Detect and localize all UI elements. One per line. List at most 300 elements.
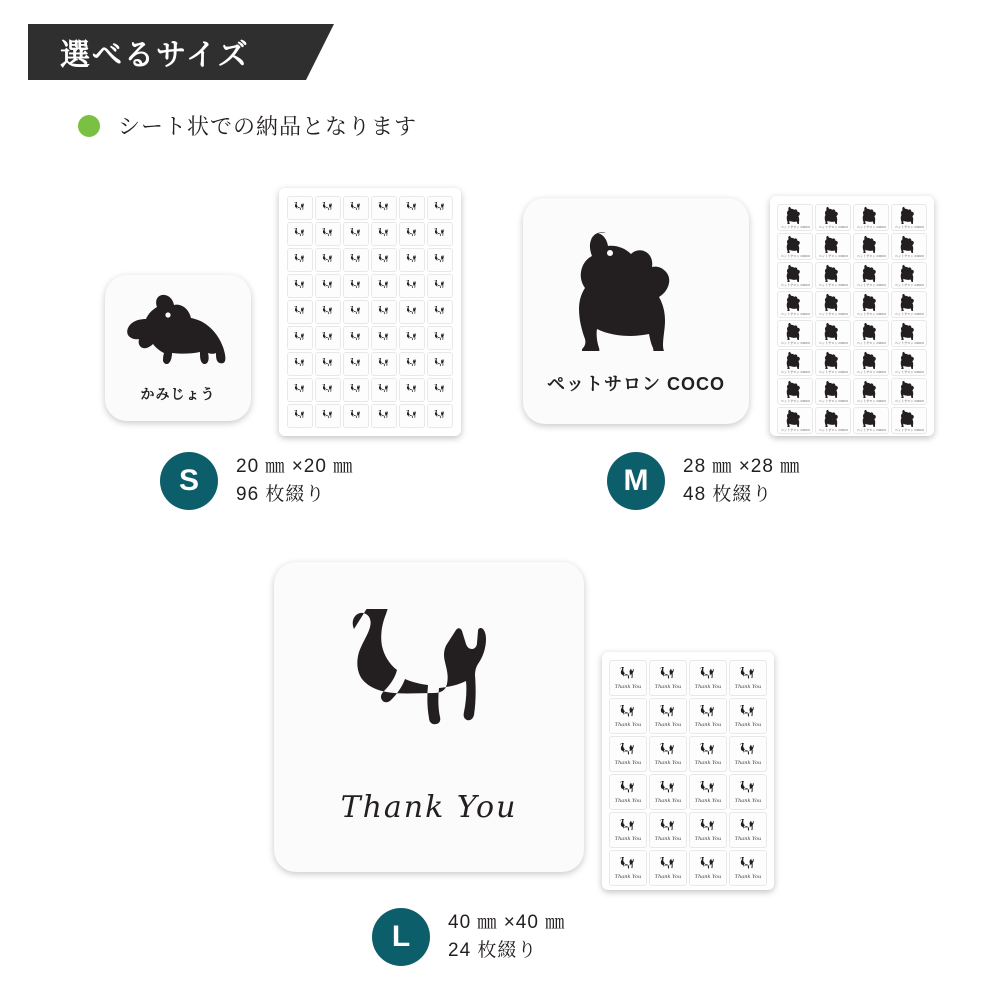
sticker-cell-label: Thank You [614, 683, 642, 690]
cat-silhouette-icon [404, 254, 420, 266]
cat-silhouette-icon [404, 228, 420, 240]
sticker-cell-label: ペットサロン COCO [856, 341, 886, 345]
delivery-note-text: シート状での納品となります [118, 114, 418, 139]
dog-schnauzer-icon [858, 380, 884, 398]
cat-silhouette-icon [404, 202, 420, 214]
sticker-cell [891, 291, 927, 318]
sticker-cell [371, 274, 397, 298]
sticker-cell [777, 320, 813, 347]
sticker-cell-label: ペットサロン COCO [780, 225, 810, 229]
cat-walking-icon [737, 743, 759, 760]
sticker-cell-label: ペットサロン COCO [780, 428, 810, 432]
sticker-cell [287, 378, 313, 402]
sticker-cell-label: Thank You [734, 721, 762, 728]
cat-silhouette-icon [432, 410, 448, 422]
sticker-cell-label: ペットサロン COCO [818, 370, 848, 374]
sticker-cell [315, 248, 341, 272]
sticker-cell [427, 404, 453, 428]
sticker-cell [399, 248, 425, 272]
sticker-cell [427, 326, 453, 350]
dog-schnauzer-icon [858, 409, 884, 427]
sticker-cell [891, 204, 927, 231]
sticker-cell-label: Thank You [734, 797, 762, 804]
cat-walking-icon [617, 667, 639, 684]
sticker-cell [371, 196, 397, 220]
cat-silhouette-icon [348, 332, 364, 344]
sticker-cell [891, 378, 927, 405]
sticker-cell [729, 850, 767, 886]
sticker-cell [343, 326, 369, 350]
sticker-cell [343, 248, 369, 272]
cat-silhouette-icon [404, 358, 420, 370]
sticker-cell [399, 222, 425, 246]
dog-schnauzer-icon [820, 380, 846, 398]
cat-silhouette-icon [432, 202, 448, 214]
sticker-cell-label: ペットサロン COCO [894, 225, 924, 229]
dog-schnauzer-icon [820, 409, 846, 427]
cat-silhouette-icon [348, 228, 364, 240]
size-quantity-large: 24 枚綴り [448, 940, 538, 961]
cat-walking-icon [657, 819, 679, 836]
size-quantity-small: 96 枚綴り [236, 484, 326, 505]
section-header-ribbon [28, 24, 306, 80]
sticker-cell-label: ペットサロン COCO [856, 225, 886, 229]
sticker-cell-label: Thank You [694, 683, 722, 690]
sticker-cell-label: Thank You [694, 835, 722, 842]
sticker-cell [853, 291, 889, 318]
sticker-cell-label: Thank You [654, 759, 682, 766]
sticker-cell [689, 774, 727, 810]
cat-silhouette-icon [376, 202, 392, 214]
sticker-cell [815, 233, 851, 260]
sticker-cell-label: Thank You [734, 683, 762, 690]
sticker-cell-label: Thank You [694, 721, 722, 728]
dog-schnauzer-icon [782, 293, 808, 311]
cat-walking-icon [737, 781, 759, 798]
sticker-cell [853, 378, 889, 405]
sticker-cell [287, 274, 313, 298]
sticker-cell-label: ペットサロン COCO [780, 254, 810, 258]
cat-silhouette-icon [376, 332, 392, 344]
sticker-cell [343, 196, 369, 220]
cat-silhouette-icon [432, 228, 448, 240]
sticker-cell-label: ペットサロン COCO [818, 428, 848, 432]
cat-walking-icon [657, 857, 679, 874]
cat-silhouette-icon [404, 332, 420, 344]
sticker-cell [815, 407, 851, 434]
cat-silhouette-icon [432, 358, 448, 370]
sticker-cell-label: Thank You [614, 873, 642, 880]
sticker-cell-label: Thank You [694, 759, 722, 766]
cat-silhouette-icon [432, 306, 448, 318]
sticker-cell [777, 349, 813, 376]
sticker-cell [649, 812, 687, 848]
sticker-cell [777, 262, 813, 289]
sticker-cell [399, 352, 425, 376]
sample-card-label-small: かみじょう [140, 385, 216, 402]
sticker-cell [371, 404, 397, 428]
cat-walking-icon [737, 667, 759, 684]
sticker-cell-label: ペットサロン COCO [818, 283, 848, 287]
sticker-cell [427, 352, 453, 376]
sticker-cell-label: Thank You [654, 721, 682, 728]
sticker-sheet-medium [770, 196, 934, 436]
sticker-cell [427, 222, 453, 246]
cat-silhouette-icon [292, 410, 308, 422]
cat-silhouette-icon [376, 228, 392, 240]
cat-silhouette-icon [292, 228, 308, 240]
sticker-cell [343, 378, 369, 402]
sticker-cell [343, 352, 369, 376]
sticker-cell [853, 349, 889, 376]
size-quantity-medium: 48 枚綴り [683, 484, 773, 505]
sticker-cell [399, 300, 425, 324]
bullet-dot-icon [78, 115, 100, 137]
sticker-cell [609, 660, 647, 696]
sticker-cell-label: Thank You [654, 797, 682, 804]
sticker-cell [287, 222, 313, 246]
cat-silhouette-icon [376, 384, 392, 396]
dog-schnauzer-icon [858, 293, 884, 311]
cat-walking-icon [617, 819, 639, 836]
sticker-cell [689, 698, 727, 734]
sticker-cell [399, 404, 425, 428]
dog-schnauzer-icon [858, 235, 884, 253]
cat-silhouette-icon [348, 254, 364, 266]
sticker-cell [287, 326, 313, 350]
sticker-cell [315, 352, 341, 376]
sticker-cell-label: Thank You [734, 759, 762, 766]
sticker-cell [853, 233, 889, 260]
sticker-cell [853, 320, 889, 347]
sticker-cell [649, 736, 687, 772]
cat-silhouette-icon [404, 410, 420, 422]
size-info-medium [607, 452, 800, 510]
cat-silhouette-icon [320, 306, 336, 318]
dog-schnauzer-icon [896, 380, 922, 398]
sticker-cell [777, 233, 813, 260]
sticker-cell-label: Thank You [694, 797, 722, 804]
sticker-cell [399, 378, 425, 402]
cat-walking-icon [657, 667, 679, 684]
cat-silhouette-icon [376, 358, 392, 370]
dog-schnauzer-icon [858, 264, 884, 282]
sticker-cell [891, 407, 927, 434]
sticker-cell-label: ペットサロン COCO [894, 399, 924, 403]
sticker-cell-label: ペットサロン COCO [856, 399, 886, 403]
cat-walking-icon [657, 781, 679, 798]
sticker-cell [427, 196, 453, 220]
sticker-cell [815, 378, 851, 405]
sticker-cell [853, 262, 889, 289]
sticker-cell [891, 262, 927, 289]
cat-silhouette-icon [376, 306, 392, 318]
cat-silhouette-icon [320, 384, 336, 396]
sticker-cell-label: ペットサロン COCO [894, 254, 924, 258]
cat-silhouette-icon [292, 332, 308, 344]
cat-silhouette-icon [348, 202, 364, 214]
sticker-cell-label: ペットサロン COCO [894, 370, 924, 374]
cat-silhouette-icon [292, 306, 308, 318]
sticker-cell [399, 326, 425, 350]
sticker-cell [427, 274, 453, 298]
sticker-cell [287, 352, 313, 376]
cat-silhouette-icon [432, 332, 448, 344]
sample-card-label-large: Thank You [340, 790, 518, 825]
sticker-cell [815, 320, 851, 347]
sticker-cell [287, 300, 313, 324]
sticker-cell-label: Thank You [614, 835, 642, 842]
sticker-cell-label: ペットサロン COCO [856, 428, 886, 432]
sticker-cell [649, 774, 687, 810]
cat-walking-icon [697, 857, 719, 874]
dog-schnauzer-icon [782, 264, 808, 282]
sticker-cell [729, 774, 767, 810]
cat-walking-icon [697, 819, 719, 836]
sticker-cell-label: ペットサロン COCO [818, 341, 848, 345]
sticker-cell-label: ペットサロン COCO [856, 283, 886, 287]
dog-schnauzer-icon [896, 409, 922, 427]
dog-schnauzer-icon [858, 322, 884, 340]
cat-silhouette-icon [432, 254, 448, 266]
sample-card-small [105, 275, 251, 421]
cat-silhouette-icon [320, 358, 336, 370]
sticker-cell [689, 812, 727, 848]
size-badge-medium: M [607, 452, 665, 510]
sticker-cell-label: Thank You [614, 797, 642, 804]
sticker-cell [399, 196, 425, 220]
sample-card-label-medium: ペットサロン COCO [546, 373, 725, 394]
cat-silhouette-icon [348, 280, 364, 292]
cat-silhouette-icon [432, 280, 448, 292]
sticker-cell [689, 660, 727, 696]
sticker-cell [815, 262, 851, 289]
delivery-note [78, 110, 417, 141]
sticker-cell-label: ペットサロン COCO [780, 341, 810, 345]
sticker-cell-label: Thank You [654, 873, 682, 880]
sticker-cell [891, 320, 927, 347]
sticker-cell-label: Thank You [654, 683, 682, 690]
dog-schnauzer-icon [858, 206, 884, 224]
cat-silhouette-icon [320, 280, 336, 292]
dog-schnauzer-icon [896, 206, 922, 224]
dog-schnauzer-icon [896, 235, 922, 253]
sticker-cell-label: ペットサロン COCO [894, 312, 924, 316]
cat-silhouette-icon [292, 358, 308, 370]
dog-schnauzer-icon [782, 409, 808, 427]
sticker-cell [287, 404, 313, 428]
sticker-cell [777, 378, 813, 405]
dog-schnauzer-icon [782, 206, 808, 224]
sticker-cell [371, 248, 397, 272]
sticker-cell [729, 812, 767, 848]
sticker-cell [427, 248, 453, 272]
cat-silhouette-icon [348, 306, 364, 318]
sticker-cell [315, 274, 341, 298]
cat-silhouette-icon [320, 332, 336, 344]
dog-schnauzer-icon [820, 322, 846, 340]
cat-walking-icon [617, 781, 639, 798]
sticker-cell-label: ペットサロン COCO [780, 312, 810, 316]
cat-walking-icon [737, 857, 759, 874]
sticker-cell [609, 736, 647, 772]
cat-walking-icon [324, 609, 534, 784]
sticker-cell [777, 407, 813, 434]
sticker-cell [315, 404, 341, 428]
sticker-cell [343, 222, 369, 246]
cat-walking-icon [697, 743, 719, 760]
sticker-cell [315, 222, 341, 246]
sticker-cell [287, 248, 313, 272]
dog-schnauzer-icon [548, 227, 724, 356]
sticker-cell [371, 300, 397, 324]
sticker-cell-label: Thank You [734, 835, 762, 842]
cat-silhouette-icon [320, 254, 336, 266]
sticker-cell [371, 352, 397, 376]
sticker-cell [729, 698, 767, 734]
cat-silhouette-icon [320, 410, 336, 422]
sticker-cell [777, 291, 813, 318]
cat-silhouette-icon [376, 254, 392, 266]
cat-silhouette-icon [292, 254, 308, 266]
cat-walking-icon [617, 705, 639, 722]
dog-schnauzer-icon [782, 380, 808, 398]
size-badge-small: S [160, 452, 218, 510]
sticker-cell [815, 349, 851, 376]
cat-silhouette-icon [320, 202, 336, 214]
sticker-sheet-small [279, 188, 461, 436]
cat-walking-icon [697, 705, 719, 722]
size-dimensions-large: 40 ㎜ ×40 ㎜ [448, 911, 566, 933]
sticker-cell [371, 326, 397, 350]
sticker-cell [649, 850, 687, 886]
sticker-cell-label: ペットサロン COCO [894, 428, 924, 432]
sticker-cell [287, 196, 313, 220]
cat-silhouette-icon [404, 280, 420, 292]
sticker-cell [343, 274, 369, 298]
sticker-cell [609, 812, 647, 848]
cat-silhouette-icon [348, 358, 364, 370]
cat-silhouette-icon [376, 280, 392, 292]
cat-silhouette-icon [292, 280, 308, 292]
dog-schnauzer-icon [820, 235, 846, 253]
sticker-cell-label: ペットサロン COCO [856, 254, 886, 258]
sticker-cell [609, 698, 647, 734]
cat-silhouette-icon [404, 306, 420, 318]
sticker-cell [689, 736, 727, 772]
size-badge-large: L [372, 908, 430, 966]
cat-silhouette-icon [348, 410, 364, 422]
sticker-cell [343, 404, 369, 428]
sticker-cell [609, 850, 647, 886]
sticker-cell-label: ペットサロン COCO [818, 399, 848, 403]
cat-walking-icon [737, 705, 759, 722]
dog-cocker-spaniel-icon [124, 293, 232, 376]
sticker-cell [315, 300, 341, 324]
sticker-cell-label: ペットサロン COCO [856, 370, 886, 374]
cat-walking-icon [657, 743, 679, 760]
cat-walking-icon [617, 857, 639, 874]
cat-silhouette-icon [292, 384, 308, 396]
sticker-cell [891, 233, 927, 260]
cat-walking-icon [697, 667, 719, 684]
dog-schnauzer-icon [820, 264, 846, 282]
sticker-cell [371, 378, 397, 402]
cat-silhouette-icon [320, 228, 336, 240]
page-title: 選べるサイズ [60, 39, 250, 72]
sticker-cell [315, 196, 341, 220]
dog-schnauzer-icon [896, 351, 922, 369]
sticker-cell-label: ペットサロン COCO [780, 399, 810, 403]
dog-schnauzer-icon [782, 235, 808, 253]
sample-card-medium [523, 198, 749, 424]
sticker-cell-label: ペットサロン COCO [780, 283, 810, 287]
dog-schnauzer-icon [782, 322, 808, 340]
sticker-cell [777, 204, 813, 231]
sticker-cell [315, 378, 341, 402]
sticker-cell [427, 378, 453, 402]
size-info-large [372, 908, 565, 966]
sticker-cell [609, 774, 647, 810]
sticker-cell [891, 349, 927, 376]
sticker-cell-label: ペットサロン COCO [780, 370, 810, 374]
cat-silhouette-icon [348, 384, 364, 396]
sample-card-large [274, 562, 584, 872]
size-dimensions-medium: 28 ㎜ ×28 ㎜ [683, 455, 801, 477]
sticker-cell-label: Thank You [654, 835, 682, 842]
cat-walking-icon [617, 743, 639, 760]
sticker-cell [729, 660, 767, 696]
sticker-cell-label: ペットサロン COCO [818, 254, 848, 258]
cat-silhouette-icon [404, 384, 420, 396]
cat-walking-icon [697, 781, 719, 798]
sticker-cell-label: Thank You [614, 759, 642, 766]
sticker-cell [853, 407, 889, 434]
sticker-cell [649, 660, 687, 696]
dog-schnauzer-icon [896, 264, 922, 282]
sticker-sheet-large [602, 652, 774, 890]
sticker-cell [815, 291, 851, 318]
dog-schnauzer-icon [820, 351, 846, 369]
dog-schnauzer-icon [858, 351, 884, 369]
sticker-cell [315, 326, 341, 350]
sticker-cell [399, 274, 425, 298]
dog-schnauzer-icon [820, 293, 846, 311]
sticker-cell-label: Thank You [694, 873, 722, 880]
sticker-cell [371, 222, 397, 246]
dog-schnauzer-icon [896, 322, 922, 340]
sticker-cell-label: Thank You [734, 873, 762, 880]
sticker-cell [689, 850, 727, 886]
cat-walking-icon [737, 819, 759, 836]
cat-silhouette-icon [376, 410, 392, 422]
dog-schnauzer-icon [896, 293, 922, 311]
sticker-cell [729, 736, 767, 772]
sticker-cell-label: ペットサロン COCO [894, 341, 924, 345]
sticker-cell-label: Thank You [614, 721, 642, 728]
dog-schnauzer-icon [820, 206, 846, 224]
sticker-cell-label: ペットサロン COCO [818, 312, 848, 316]
sticker-cell [343, 300, 369, 324]
sticker-cell [427, 300, 453, 324]
sticker-cell [649, 698, 687, 734]
sticker-cell-label: ペットサロン COCO [856, 312, 886, 316]
sticker-cell [815, 204, 851, 231]
sticker-cell-label: ペットサロン COCO [894, 283, 924, 287]
cat-silhouette-icon [292, 202, 308, 214]
size-info-small [160, 452, 353, 510]
sticker-cell-label: ペットサロン COCO [818, 225, 848, 229]
